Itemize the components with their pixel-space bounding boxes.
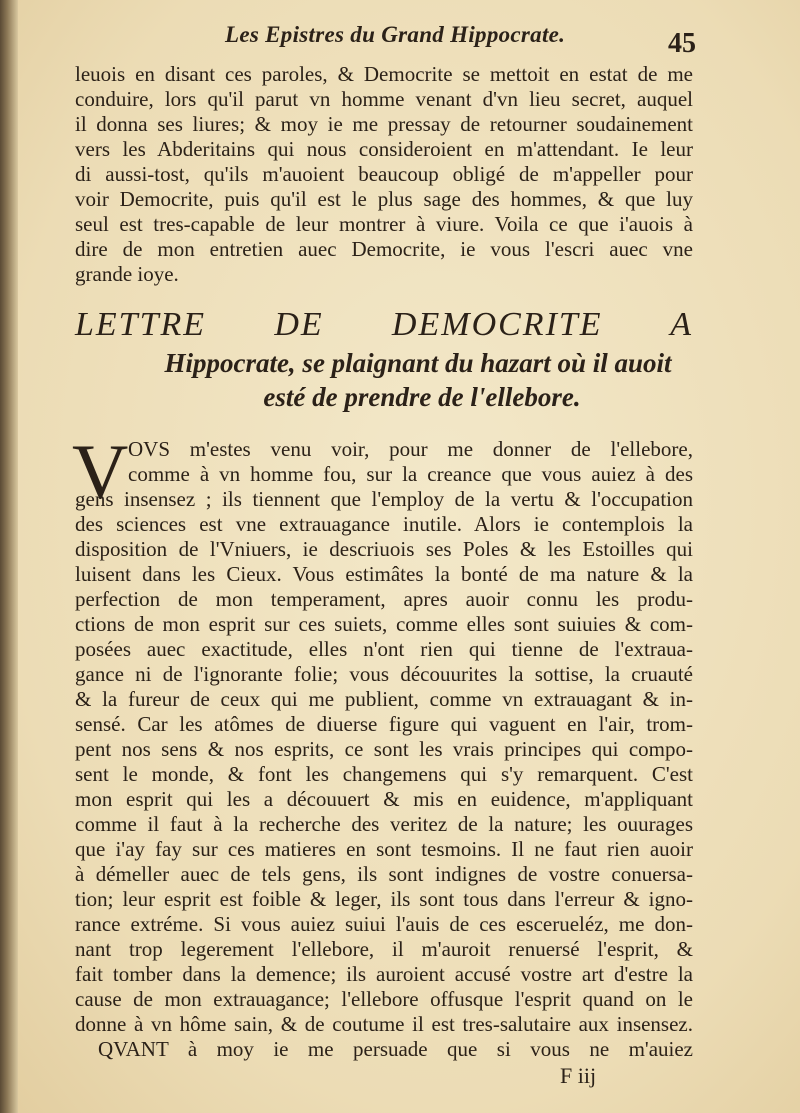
text-line: perfection de mon temperament, apres auoir connu les produ- [75,587,693,611]
text-line: vers les Abderitains qui nous consideroient en m'attendant. Ie leur [75,137,693,161]
signature-mark: F iij [560,1063,597,1088]
letter-title-line-1: LETTRE DE DEMOCRITE A [75,306,693,343]
text-line: di aussi-tost, qu'ils m'auoient beaucoup obligé de m'appeller pour [75,162,693,186]
text-line: seul est tres-capable de leur montrer à viure. Voila ce que i'auois à [75,212,693,236]
text-line: cause de mon extrauagance; l'ellebore offusque l'esprit quand on le [75,987,693,1011]
text-line: dire de mon entretien auec Democrite, ie vous l'escri auec vne [75,237,693,261]
text-line: leuois en disant ces paroles, & Democrite se mettoit en estat de me [75,62,693,86]
text-line: donne à vn hôme sain, & de coutume il est tres-salutaire aux insensez. [75,1012,693,1036]
text-line: sensé. Car les atômes de diuerse figure qui vaguent en l'air, trom- [75,712,693,736]
text-line: il donna ses liures; & moy ie me pressay de retourner soudainement [75,112,693,136]
binding-gutter [0,0,18,1113]
text-line: ctions de mon esprit sur ces suiets, comme elles sont suiuies & com- [75,612,693,636]
text-line: conduire, lors qu'il parut vn homme venant d'vn lieu secret, auquel [75,87,693,111]
running-head: Les Epistres du Grand Hippocrate. [225,22,566,47]
text-line: tion; leur esprit est foible & leger, ils sont tous dans l'erreur & igno- [75,887,693,911]
letter-title-line-3: esté de prendre de l'ellebore. [263,382,581,412]
letter-title-line-2: Hippocrate, se plaignant du hazart où il auoit [164,348,672,378]
text-line: nant trop legerement l'ellebore, il m'auroit renuersé l'esprit, & [75,937,693,961]
text-line: voir Democrite, puis qu'il est le plus sage des hommes, & que luy [75,187,693,211]
text-line: QVANT à moy ie me persuade que si vous ne m'auiez [98,1037,693,1061]
text-line: rance extréme. Si vous auiez suiui l'auis de ces escerueléz, me don- [75,912,693,936]
text-line: des sciences est vne extrauagance inutile. Alors ie contemplois la [75,512,693,536]
drop-cap: V [72,428,129,515]
text-line: mon esprit qui les a découuert & mis en euidence, m'appliquant [75,787,693,811]
text-line: comme il faut à la recherche des veritez de la nature; les ouurages [75,812,693,836]
text-line: pent nos sens & nos esprits, ce sont les vrais principes qui compo- [75,737,693,761]
text-line: grande ioye. [75,262,179,286]
text-line: sent le monde, & font les changemens qui s'y remarquent. C'est [75,762,693,786]
page-number: 45 [668,28,696,59]
text-line: gens insensez ; ils tiennent que l'employ de la vertu & l'occupation [75,487,693,511]
text-line: comme à vn homme fou, sur la creance que vous auiez à des [128,462,693,486]
text-line: OVS m'estes venu voir, pour me donner de l'ellebore, [128,437,693,461]
text-line: posées auec exactitude, elles n'ont rien qui tienne de l'extraua- [75,637,693,661]
text-line: disposition de l'Vniuers, ie descriuois ses Poles & les Estoilles qui [75,537,693,561]
text-line: gance ni de l'ignorante folie; vous découurites la sottise, la cruauté [75,662,693,686]
text-line: à démeller auec de tels gens, ils sont indignes de vostre conuersa- [75,862,693,886]
text-line: luisent dans les Cieux. Vous estimâtes la bonté de ma nature & la [75,562,693,586]
text-line: que i'ay fay sur ces matieres en sont tesmoins. Il ne faut rien auoir [75,837,693,861]
text-line: fait tomber dans la demence; ils auroient accusé vostre art d'estre la [75,962,693,986]
text-line: & la fureur de ceux qui me publient, comme vn extrauagant & in- [75,687,693,711]
